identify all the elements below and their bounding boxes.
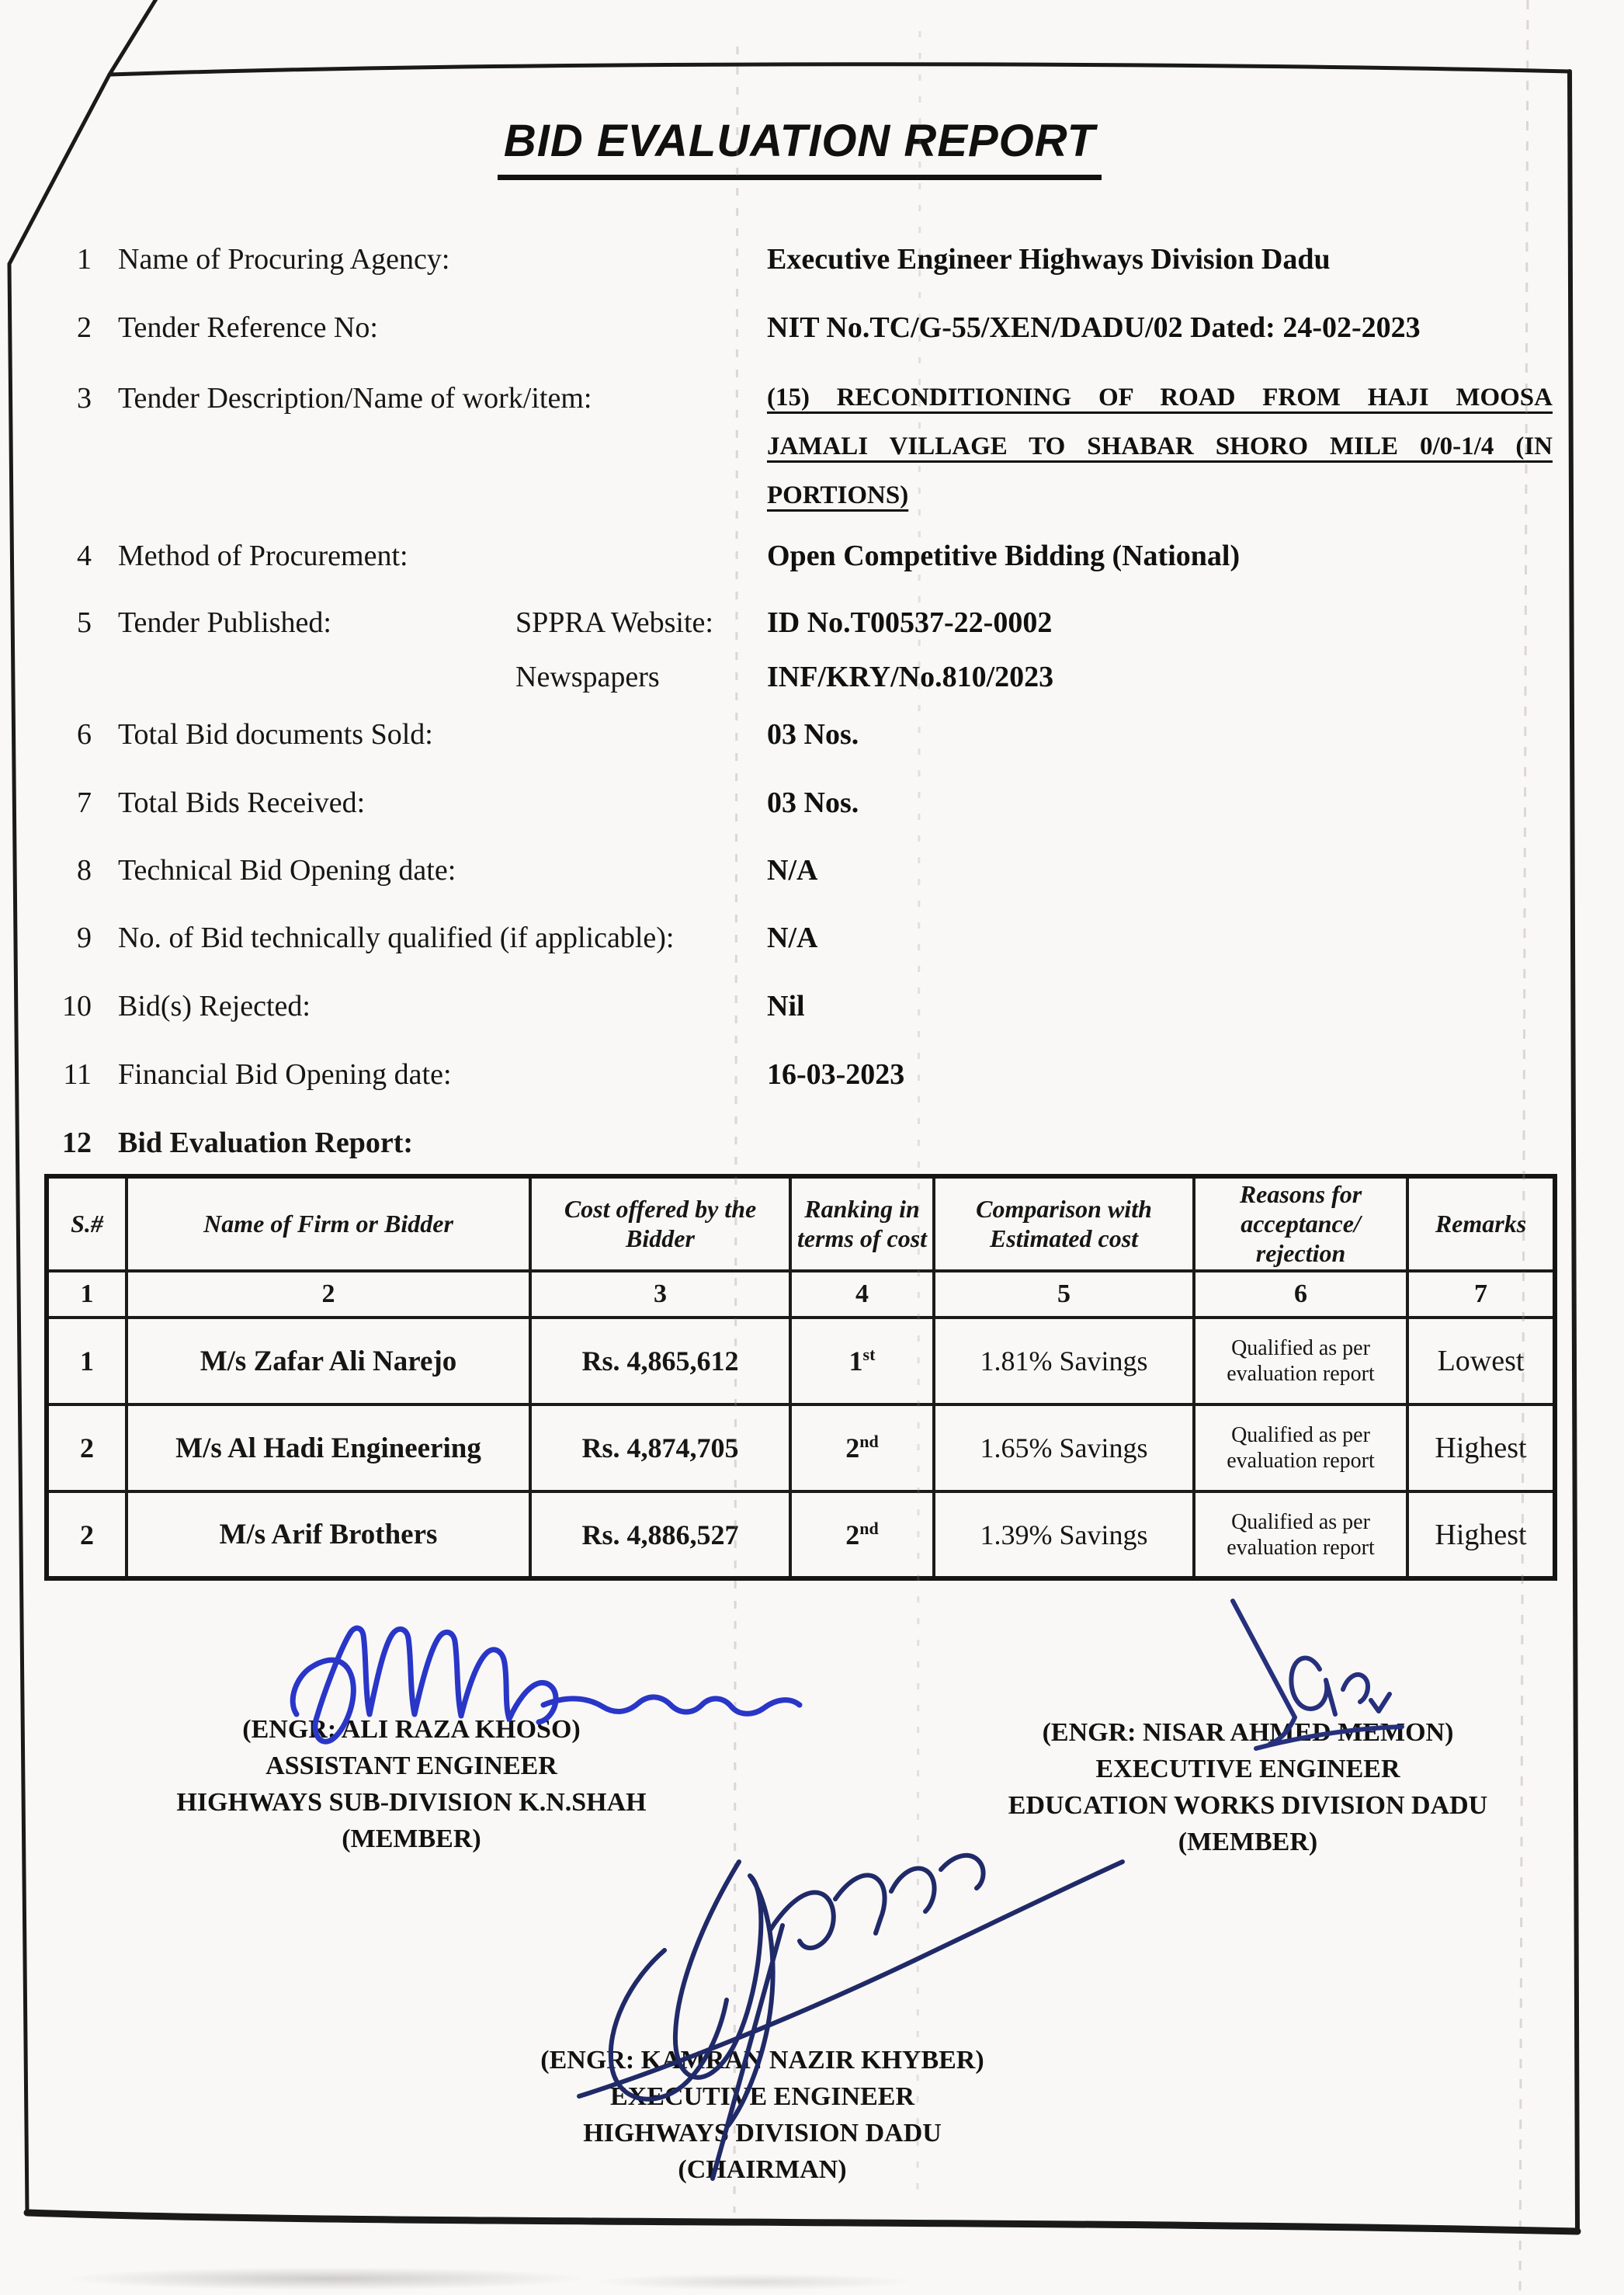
bid-evaluation-table	[44, 1174, 1557, 1581]
signatory-designation: ASSISTANT ENGINEER	[265, 1752, 557, 1780]
item-value: N/A	[767, 854, 818, 887]
title-wrap	[0, 115, 1599, 180]
cell-sno: 2	[47, 1491, 127, 1578]
item-number: 7	[77, 786, 92, 819]
header-sno: S.#	[47, 1176, 127, 1271]
cell-cost: Rs. 4,865,612	[530, 1318, 790, 1404]
tender-description-line-2: JAMALI VILLAGE TO SHABAR SHORO MILE 0/0-1/4 (IN	[767, 432, 1553, 460]
rank-suffix: nd	[859, 1432, 879, 1452]
cell-rank	[790, 1318, 934, 1404]
cell-rank	[790, 1491, 934, 1578]
rank-suffix: st	[862, 1345, 876, 1365]
cell-remarks: Highest	[1407, 1491, 1555, 1578]
table-row	[47, 1404, 1555, 1491]
item-value: Executive Engineer Highways Division Dadu	[767, 243, 1331, 276]
col-number-4: 4	[790, 1271, 934, 1318]
header-cost: Cost offered by the Bidder	[530, 1176, 790, 1271]
item-number: 1	[77, 243, 92, 276]
table-row	[47, 1318, 1555, 1404]
item-label: No. of Bid technically qualified (if applicable):	[118, 922, 675, 954]
item-number: 11	[63, 1058, 92, 1091]
item-value: NIT No.TC/G-55/XEN/DADU/02 Dated: 24-02-2023	[767, 311, 1421, 344]
header-remarks: Remarks	[1407, 1176, 1555, 1271]
col-number-5: 5	[934, 1271, 1194, 1318]
cell-sno: 1	[47, 1318, 127, 1404]
rank-number: 2	[845, 1432, 860, 1464]
item-number: 10	[62, 990, 92, 1023]
col-number-6: 6	[1194, 1271, 1407, 1318]
signatory-role: (CHAIRMAN)	[678, 2155, 847, 2184]
signatory-name: (ENGR: NISAR AHMED MEMON)	[1042, 1718, 1454, 1747]
scan-smudge	[62, 2267, 590, 2290]
tender-description-line-1: (15) RECONDITIONING OF ROAD FROM HAJI MOOSA	[767, 384, 1553, 411]
item-number: 4	[77, 540, 92, 572]
cell-cost: Rs. 4,886,527	[530, 1491, 790, 1578]
item-value-tender-description	[767, 373, 1551, 520]
item-value: Open Competitive Bidding (National)	[767, 540, 1241, 572]
page-border-right	[1570, 71, 1577, 2230]
item-label: Tender Published:	[118, 606, 331, 639]
col-number-2: 2	[127, 1271, 530, 1318]
item-label: Total Bid documents Sold:	[118, 718, 433, 751]
item-value: N/A	[767, 922, 818, 954]
cell-reason: Qualified as per evaluation report	[1194, 1404, 1407, 1491]
rank-number: 2	[845, 1519, 860, 1550]
rank-number: 1	[848, 1345, 863, 1377]
published-channel-website: SPPRA Website:	[515, 606, 713, 639]
item-number: 12	[62, 1127, 92, 1159]
signatory-office: EDUCATION WORKS DIVISION DADU	[1008, 1791, 1488, 1820]
item-label: Tender Description/Name of work/item:	[118, 382, 592, 415]
cell-remarks: Lowest	[1407, 1318, 1555, 1404]
item-label: Financial Bid Opening date:	[118, 1058, 452, 1091]
item-number: 8	[77, 854, 92, 887]
published-channel-newspapers: Newspapers	[515, 661, 660, 693]
signatory-role: (MEMBER)	[342, 1825, 481, 1853]
column-number-row	[47, 1271, 1555, 1318]
item-value: Nil	[767, 990, 805, 1023]
item-value: 03 Nos.	[767, 786, 859, 819]
signatory-left-member	[116, 1711, 706, 1857]
cell-firm: M/s Al Hadi Engineering	[127, 1404, 530, 1491]
item-value: 03 Nos.	[767, 718, 859, 751]
signatory-chairman	[452, 2042, 1073, 2188]
cell-comparison: 1.39% Savings	[934, 1491, 1194, 1578]
cell-comparison: 1.81% Savings	[934, 1318, 1194, 1404]
cell-reason: Qualified as per evaluation report	[1194, 1318, 1407, 1404]
col-number-3: 3	[530, 1271, 790, 1318]
cell-firm: M/s Zafar Ali Narejo	[127, 1318, 530, 1404]
cell-comparison: 1.65% Savings	[934, 1404, 1194, 1491]
page-title: BID EVALUATION REPORT	[498, 115, 1102, 180]
signatory-designation: EXECUTIVE ENGINEER	[609, 2082, 915, 2111]
signatory-name: (ENGR: ALI RAZA KHOSO)	[242, 1715, 581, 1744]
header-reasons: Reasons for acceptance/ rejection	[1194, 1176, 1407, 1271]
rank-suffix: nd	[859, 1518, 879, 1538]
signatory-right-member	[959, 1714, 1537, 1860]
item-number: 6	[77, 718, 92, 751]
table-row	[47, 1491, 1555, 1578]
item-label: Technical Bid Opening date:	[118, 854, 456, 887]
cell-rank	[790, 1404, 934, 1491]
signatory-name: (ENGR: KAMRAN NAZIR KHYBER)	[540, 2046, 984, 2075]
item-value-newspaper-ref: INF/KRY/No.810/2023	[767, 661, 1054, 693]
cell-firm: M/s Arif Brothers	[127, 1491, 530, 1578]
signatory-office: HIGHWAYS DIVISION DADU	[583, 2119, 942, 2147]
item-value-website-id: ID No.T00537-22-0002	[767, 606, 1053, 639]
cell-remarks: Highest	[1407, 1404, 1555, 1491]
cell-cost: Rs. 4,874,705	[530, 1404, 790, 1491]
item-label: Method of Procurement:	[118, 540, 408, 572]
item-number: 9	[77, 922, 92, 954]
col-number-1: 1	[47, 1271, 127, 1318]
page-border-top	[109, 64, 1570, 75]
item-label: Name of Procuring Agency:	[118, 243, 450, 276]
item-label: Tender Reference No:	[118, 311, 378, 344]
item-label: Total Bids Received:	[118, 786, 366, 819]
item-label: Bid Evaluation Report:	[118, 1127, 414, 1159]
col-number-7: 7	[1407, 1271, 1555, 1318]
item-label: Bid(s) Rejected:	[118, 990, 311, 1023]
item-value: 16-03-2023	[767, 1058, 905, 1091]
item-number: 3	[77, 382, 92, 415]
item-number: 5	[77, 606, 92, 639]
page-border-left	[9, 264, 27, 2213]
signatory-role: (MEMBER)	[1178, 1828, 1318, 1856]
header-comparison: Comparison with Estimated cost	[934, 1176, 1194, 1271]
cell-sno: 2	[47, 1404, 127, 1491]
signatory-designation: EXECUTIVE ENGINEER	[1095, 1755, 1400, 1783]
tender-description-line-3: PORTIONS)	[767, 481, 909, 509]
page-border-bottom	[27, 2213, 1577, 2231]
table-header-row	[47, 1176, 1555, 1271]
scan-smudge	[590, 2273, 916, 2290]
header-firm: Name of Firm or Bidder	[127, 1176, 530, 1271]
cell-reason: Qualified as per evaluation report	[1194, 1491, 1407, 1578]
item-number: 2	[77, 311, 92, 344]
signatory-office: HIGHWAYS SUB-DIVISION K.N.SHAH	[176, 1788, 647, 1817]
header-ranking: Ranking in terms of cost	[790, 1176, 934, 1271]
